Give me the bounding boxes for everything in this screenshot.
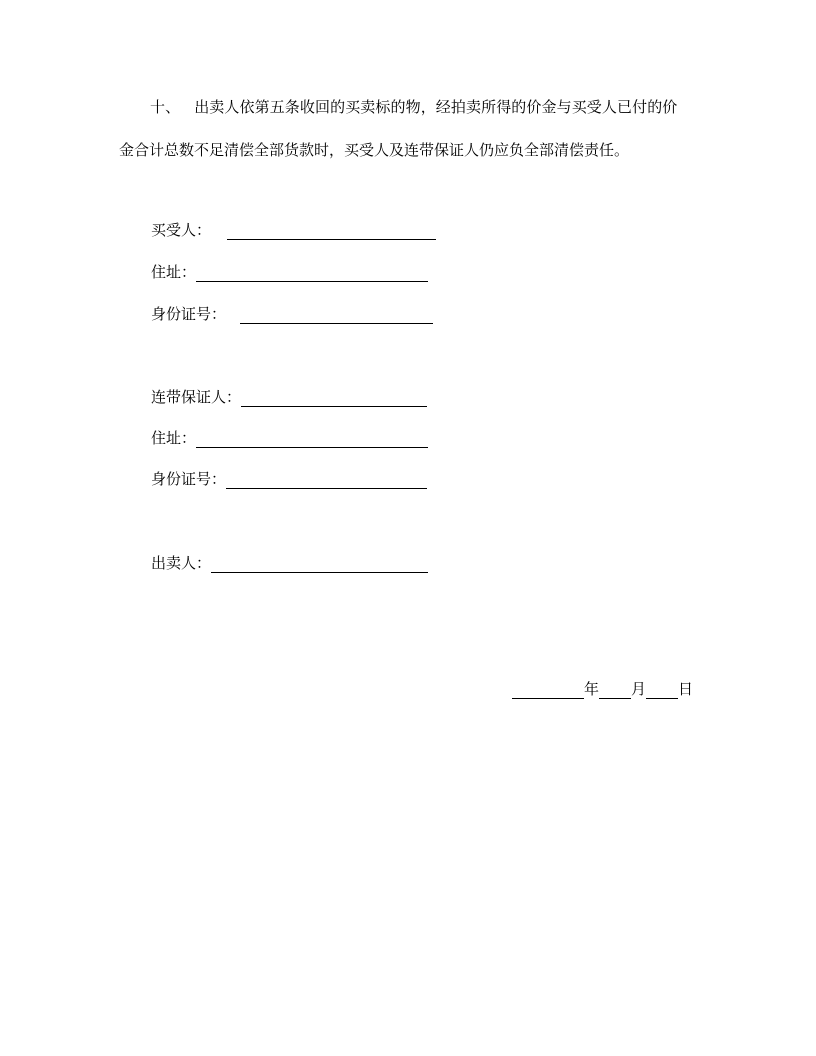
guarantor-name-blank bbox=[241, 389, 427, 407]
buyer-name-blank bbox=[227, 222, 436, 240]
month-blank bbox=[599, 681, 631, 699]
buyer-name-field bbox=[151, 220, 436, 240]
clause-line-1 bbox=[150, 97, 677, 117]
day-blank bbox=[646, 681, 678, 699]
buyer-address-label: 住址： bbox=[151, 263, 197, 281]
buyer-id-label: 身份证号： bbox=[151, 305, 227, 323]
guarantor-address-field bbox=[151, 428, 428, 448]
buyer-id-field bbox=[151, 304, 433, 324]
buyer-name-label: 买受人： bbox=[151, 221, 212, 239]
seller-name-field bbox=[151, 553, 428, 573]
month-label: 月 bbox=[631, 680, 647, 698]
clause-number: 十、 bbox=[150, 98, 181, 116]
guarantor-name-label: 连带保证人： bbox=[151, 388, 242, 406]
buyer-id-blank bbox=[240, 306, 433, 324]
clause-text-line-1: 出卖人依第五条收回的买卖标的物，经拍卖所得的价金与买受人已付的价 bbox=[194, 98, 678, 116]
guarantor-name-field bbox=[151, 387, 427, 407]
guarantor-address-label: 住址： bbox=[151, 429, 197, 447]
buyer-address-field bbox=[151, 262, 428, 282]
day-label: 日 bbox=[678, 680, 694, 698]
signing-date bbox=[512, 679, 693, 699]
seller-name-label: 出卖人： bbox=[151, 554, 212, 572]
guarantor-address-blank bbox=[196, 430, 428, 448]
year-label: 年 bbox=[584, 680, 600, 698]
buyer-address-blank bbox=[196, 264, 428, 282]
guarantor-id-label: 身份证号： bbox=[151, 470, 227, 488]
clause-line-2: 金合计总数不足清偿全部货款时，买受人及连带保证人仍应负全部清偿责任。 bbox=[119, 141, 630, 159]
seller-name-blank bbox=[211, 555, 428, 573]
year-blank bbox=[512, 681, 584, 699]
guarantor-id-field bbox=[151, 469, 427, 489]
guarantor-id-blank bbox=[226, 471, 427, 489]
